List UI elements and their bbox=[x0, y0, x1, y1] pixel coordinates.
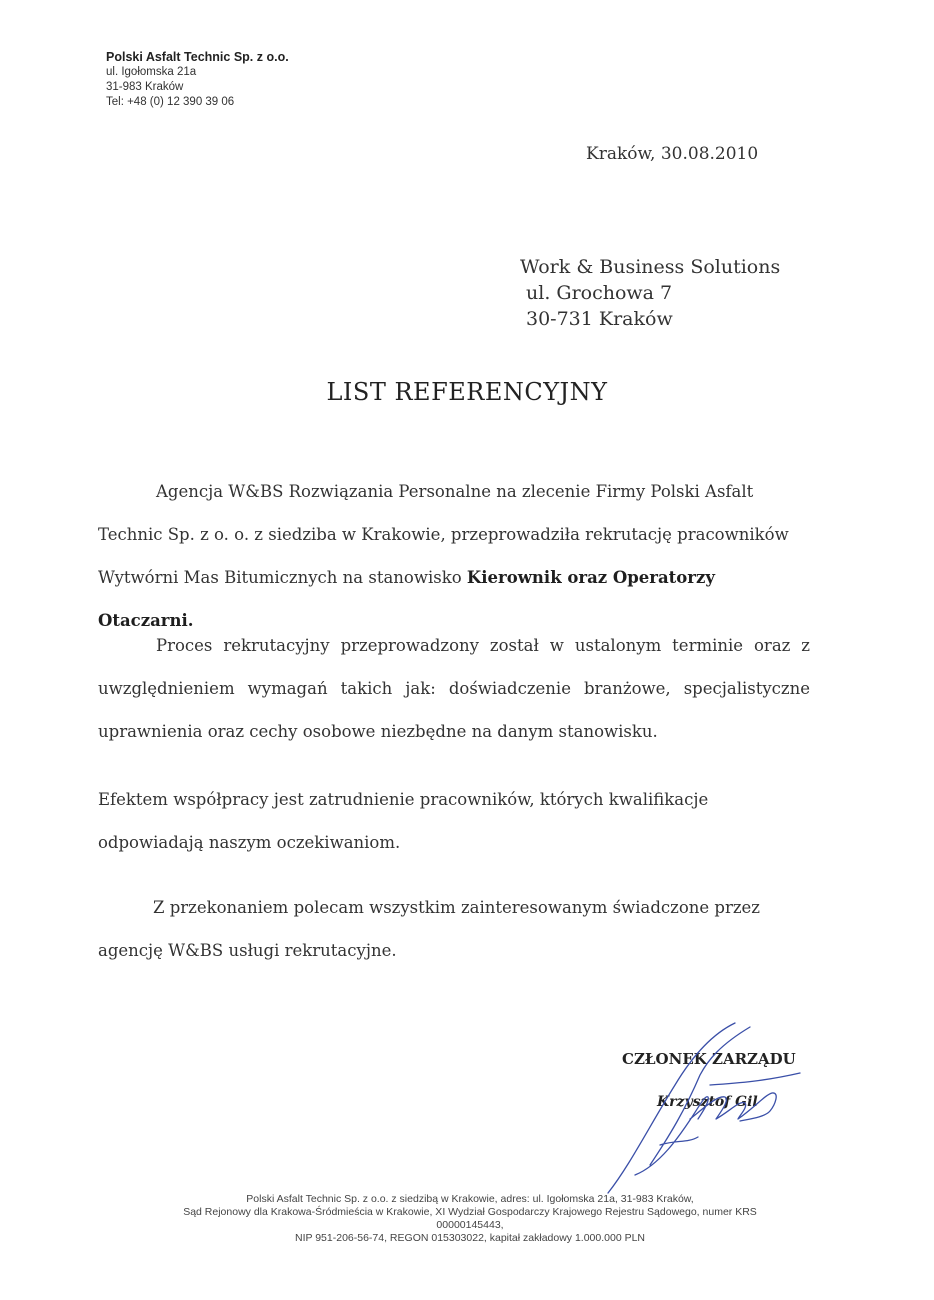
company-phone: Tel: +48 (0) 12 390 39 06 bbox=[106, 96, 235, 108]
company-city: 31-983 Kraków bbox=[106, 81, 184, 93]
paragraph-1-text: Agencja W&BS Rozwiązania Personalne na zlecenie Firmy Polski Asfalt Technic Sp. z o. o. z siedziba w Krakowie, przeprowadziła rekrutację pracowników Wytwórni Mas Bitumicznych na stanowisko bbox=[98, 482, 789, 587]
letterhead bbox=[106, 50, 289, 110]
paragraph-4: Z przekonaniem polecam wszystkim zainteresowanym świadczone przez agencję W&BS usługi rekrutacyjne. bbox=[98, 898, 761, 960]
company-footer bbox=[110, 1193, 830, 1245]
recipient-city: 30-731 Kraków bbox=[526, 308, 673, 330]
footer-line-4: NIP 951-206-56-74, REGON 015303022, kapitał zakładowy 1.000.000 PLN bbox=[294, 1232, 646, 1244]
company-name: Polski Asfalt Technic Sp. z o.o. bbox=[106, 50, 289, 64]
letter-date: Kraków, 30.08.2010 bbox=[586, 144, 759, 164]
paragraph-1 bbox=[98, 470, 810, 642]
company-street: ul. Igołomska 21a bbox=[106, 66, 197, 78]
signer-name: Krzysztof Gil bbox=[657, 1094, 758, 1110]
footer-line-1: Polski Asfalt Technic Sp. z o.o. z siedzibą w Krakowie, adres: ul. Igołomska 21a, 31-983 Kraków, bbox=[246, 1193, 694, 1205]
letter-title: LIST REFERENCYJNY bbox=[326, 378, 608, 406]
paragraph-2: Proces rekrutacyjny przeprowadzony został w ustalonym terminie oraz z uwzględnieniem wymagań takich jak: doświadczenie branżowe, specjalistyczne uprawnienia oraz cechy osobowe niezbędne na danym stanowisku. bbox=[98, 636, 810, 741]
footer-line-3: 00000145443, bbox=[436, 1219, 504, 1231]
handwritten-signature bbox=[590, 1015, 820, 1200]
recipient-name: Work & Business Solutions bbox=[520, 256, 781, 278]
recipient-street: ul. Grochowa 7 bbox=[526, 282, 673, 304]
paragraph-3: Efektem współpracy jest zatrudnienie pracowników, których kwalifikacje odpowiadają naszym oczekiwaniom. bbox=[98, 790, 709, 852]
footer-line-2: Sąd Rejonowy dla Krakowa-Śródmieścia w Krakowie, XI Wydział Gospodarczy Krajowego Rejestru Sądowego, numer KRS bbox=[183, 1206, 757, 1218]
recipient-address bbox=[520, 254, 780, 332]
positions-bold: Kierownik oraz Operatorzy Otaczarni. bbox=[98, 568, 715, 630]
signer-role: CZŁONEK ZARZĄDU bbox=[622, 1050, 796, 1068]
